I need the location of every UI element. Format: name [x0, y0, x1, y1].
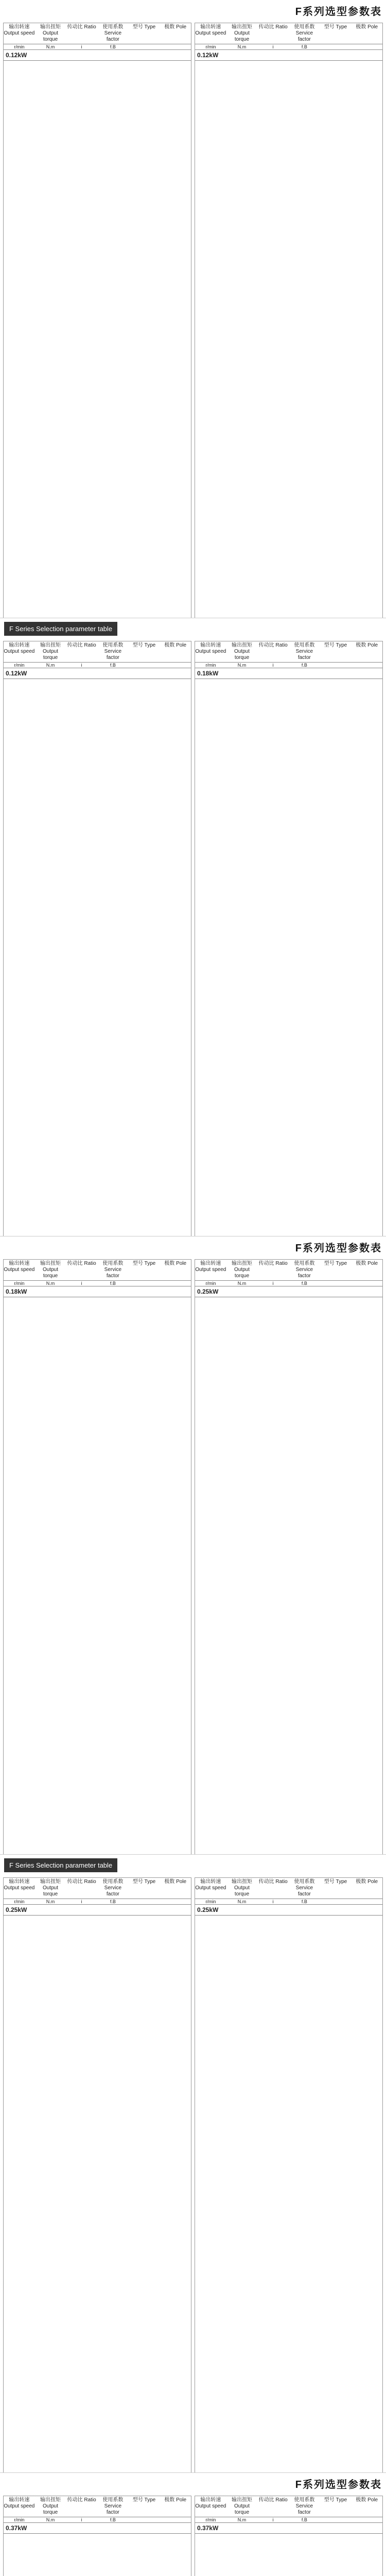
- unit-cell: r/min: [14, 2517, 25, 2522]
- column-header: 输出转速 Output speed: [195, 1879, 226, 1891]
- parameter-table: [3, 1259, 191, 1855]
- unit-cell: [129, 44, 160, 49]
- page-banner: [0, 618, 386, 639]
- page-banner: [0, 0, 386, 21]
- column-header: 传动比 Ratio: [258, 2497, 288, 2503]
- unit-cell: [320, 1281, 352, 1286]
- unit-cell: [160, 44, 191, 49]
- unit-cell: f.B: [110, 663, 116, 668]
- unit-cell: f.B: [301, 1899, 307, 1904]
- unit-cell: f.B: [301, 663, 307, 668]
- unit-row: [195, 1281, 382, 1286]
- table-header: [4, 1878, 191, 1899]
- unit-cell: i: [81, 44, 82, 49]
- column-header: 输出扭矩 Output torque: [232, 642, 252, 660]
- column-header: 输出转速 Output speed: [4, 1879, 35, 1891]
- unit-cell: [320, 44, 352, 49]
- unit-cell: i: [81, 663, 82, 668]
- column-header: 使用系数 Service factor: [102, 24, 124, 42]
- unit-cell: r/min: [14, 1281, 25, 1286]
- unit-cell: r/min: [205, 1281, 216, 1286]
- unit-row: [195, 2517, 382, 2523]
- power-heading: 0.37kW: [4, 2523, 191, 2534]
- unit-cell: r/min: [205, 663, 216, 668]
- parameter-table: [3, 23, 191, 618]
- unit-cell: N.m: [46, 1281, 55, 1286]
- column-header: 输出转速 Output speed: [4, 1261, 35, 1273]
- column-header: 输出转速 Output speed: [195, 24, 226, 36]
- column-header: 输出扭矩 Output torque: [40, 24, 61, 42]
- unit-row: [195, 1899, 382, 1905]
- column-header: 极数 Pole: [356, 1879, 378, 1885]
- column-header: 输出转速 Output speed: [195, 642, 226, 654]
- column-header: 输出转速 Output speed: [195, 1261, 226, 1273]
- unit-cell: i: [81, 1899, 82, 1904]
- column-header: 极数 Pole: [164, 1261, 187, 1266]
- unit-cell: [129, 663, 160, 668]
- unit-cell: [351, 1899, 382, 1904]
- column-header: 传动比 Ratio: [258, 1879, 288, 1885]
- unit-row: [195, 663, 382, 668]
- column-header: 型号 Type: [324, 642, 347, 648]
- column-header: 使用系数 Service factor: [102, 642, 124, 660]
- table-header: [4, 641, 191, 663]
- column-header: 输出扭矩 Output torque: [232, 2497, 252, 2515]
- table-header: [4, 23, 191, 44]
- power-heading: 0.25kW: [195, 1905, 382, 1916]
- unit-cell: [129, 1281, 160, 1286]
- unit-cell: i: [272, 1281, 274, 1286]
- power-heading: 0.37kW: [195, 2523, 382, 2534]
- banner-english-title: F Series Selection parameter table: [4, 1858, 117, 1872]
- unit-cell: N.m: [237, 663, 247, 668]
- column-header: 输出扭矩 Output torque: [40, 1261, 61, 1279]
- column-header: 使用系数 Service factor: [294, 1261, 315, 1279]
- banner-chinese-title: F系列选型参数表: [295, 2479, 382, 2490]
- column-header: 输出扭矩 Output torque: [40, 642, 61, 660]
- column-header: 型号 Type: [324, 1261, 347, 1266]
- column-header: 型号 Type: [324, 24, 347, 30]
- unit-cell: N.m: [237, 2517, 247, 2522]
- unit-cell: r/min: [14, 663, 25, 668]
- column-header: 使用系数 Service factor: [294, 1879, 315, 1897]
- parameter-table: [195, 2496, 383, 2576]
- unit-cell: [351, 663, 382, 668]
- table-header: [4, 2496, 191, 2517]
- column-header: 极数 Pole: [164, 2497, 187, 2503]
- column-header: 传动比 Ratio: [67, 24, 96, 30]
- unit-cell: [351, 2517, 382, 2522]
- unit-cell: i: [272, 663, 274, 668]
- unit-cell: r/min: [14, 1899, 25, 1904]
- unit-cell: [351, 1281, 382, 1286]
- unit-cell: [320, 663, 352, 668]
- column-header: 输出扭矩 Output torque: [232, 1261, 252, 1279]
- column-header: 传动比 Ratio: [258, 642, 288, 648]
- column-header: 使用系数 Service factor: [102, 1879, 124, 1897]
- unit-cell: [160, 2517, 191, 2522]
- unit-row: [4, 2517, 191, 2523]
- unit-cell: i: [272, 1899, 274, 1904]
- column-header: 输出扭矩 Output torque: [40, 1879, 61, 1897]
- unit-cell: i: [272, 2517, 274, 2522]
- page-banner: [0, 2473, 386, 2494]
- column-header: 极数 Pole: [164, 24, 187, 30]
- unit-cell: [129, 1899, 160, 1904]
- unit-cell: N.m: [46, 1899, 55, 1904]
- column-header: 型号 Type: [132, 2497, 156, 2503]
- column-header: 极数 Pole: [356, 642, 378, 648]
- banner-english-title: F Series Selection parameter table: [4, 622, 117, 636]
- column-header: 极数 Pole: [356, 24, 378, 30]
- parameter-table: [3, 2496, 191, 2576]
- unit-cell: r/min: [14, 44, 25, 49]
- column-header: 型号 Type: [132, 642, 156, 648]
- column-header: 使用系数 Service factor: [102, 1261, 124, 1279]
- column-header: 极数 Pole: [164, 642, 187, 648]
- column-header: 输出扭矩 Output torque: [232, 24, 252, 42]
- parameter-table: [195, 1877, 383, 2473]
- column-header: 使用系数 Service factor: [102, 2497, 124, 2515]
- unit-row: [4, 663, 191, 668]
- unit-cell: [129, 2517, 160, 2522]
- column-header: 型号 Type: [324, 2497, 347, 2503]
- column-header: 使用系数 Service factor: [294, 2497, 315, 2515]
- unit-cell: i: [272, 44, 274, 49]
- parameter-table: [195, 23, 383, 618]
- column-header: 型号 Type: [132, 1879, 156, 1885]
- power-heading: 0.25kW: [4, 1905, 191, 1916]
- power-heading: 0.12kW: [4, 50, 191, 61]
- table-header: [195, 2496, 382, 2517]
- table-header: [195, 1260, 382, 1281]
- parameter-table: [195, 1259, 383, 1855]
- unit-row: [195, 44, 382, 50]
- power-heading: 0.18kW: [4, 1286, 191, 1297]
- unit-cell: f.B: [110, 44, 116, 49]
- column-header: 型号 Type: [324, 1879, 347, 1885]
- unit-cell: N.m: [237, 1281, 247, 1286]
- unit-cell: [160, 1281, 191, 1286]
- unit-cell: r/min: [205, 44, 216, 49]
- power-heading: 0.25kW: [195, 1286, 382, 1297]
- parameter-table: [195, 641, 383, 1236]
- parameter-table: [3, 1877, 191, 2473]
- unit-cell: f.B: [110, 1281, 116, 1286]
- unit-cell: N.m: [46, 2517, 55, 2522]
- unit-cell: N.m: [237, 1899, 247, 1904]
- unit-cell: i: [81, 2517, 82, 2522]
- catalog-page: [0, 2473, 386, 2576]
- table-header: [195, 23, 382, 44]
- column-header: 型号 Type: [132, 1261, 156, 1266]
- power-heading: 0.12kW: [195, 50, 382, 61]
- column-header: 使用系数 Service factor: [294, 642, 315, 660]
- unit-cell: i: [81, 1281, 82, 1286]
- unit-row: [4, 44, 191, 50]
- unit-cell: [320, 2517, 352, 2522]
- column-header: 极数 Pole: [356, 1261, 378, 1266]
- page-banner: [0, 1855, 386, 1875]
- column-header: 传动比 Ratio: [258, 1261, 288, 1266]
- unit-cell: N.m: [46, 663, 55, 668]
- power-heading: 0.18kW: [195, 668, 382, 679]
- column-header: 输出转速 Output speed: [4, 24, 35, 36]
- unit-cell: r/min: [205, 2517, 216, 2522]
- table-header: [195, 641, 382, 663]
- column-header: 极数 Pole: [356, 2497, 378, 2503]
- column-header: 传动比 Ratio: [67, 2497, 96, 2503]
- column-header: 输出转速 Output speed: [195, 2497, 226, 2509]
- unit-cell: f.B: [301, 44, 307, 49]
- page-banner: [0, 1236, 386, 1257]
- unit-cell: N.m: [46, 44, 55, 49]
- banner-chinese-title: F系列选型参数表: [295, 1242, 382, 1254]
- catalog-page: [0, 1236, 386, 1855]
- unit-cell: f.B: [301, 2517, 307, 2522]
- column-header: 输出扭矩 Output torque: [232, 1879, 252, 1897]
- column-header: 极数 Pole: [164, 1879, 187, 1885]
- banner-chinese-title: F系列选型参数表: [295, 6, 382, 18]
- unit-cell: [351, 44, 382, 49]
- unit-cell: [160, 1899, 191, 1904]
- column-header: 输出转速 Output speed: [4, 2497, 35, 2509]
- unit-cell: f.B: [110, 1899, 116, 1904]
- column-header: 使用系数 Service factor: [294, 24, 315, 42]
- unit-cell: f.B: [110, 2517, 116, 2522]
- column-header: 传动比 Ratio: [67, 1879, 96, 1885]
- column-header: 输出转速 Output speed: [4, 642, 35, 654]
- unit-cell: [160, 663, 191, 668]
- column-header: 传动比 Ratio: [67, 642, 96, 648]
- catalog-page: [0, 1855, 386, 2473]
- table-header: [4, 1260, 191, 1281]
- unit-cell: f.B: [301, 1281, 307, 1286]
- unit-row: [4, 1899, 191, 1905]
- power-heading: 0.12kW: [4, 668, 191, 679]
- catalog-page: [0, 618, 386, 1236]
- unit-cell: N.m: [237, 44, 247, 49]
- unit-row: [4, 1281, 191, 1286]
- column-header: 传动比 Ratio: [67, 1261, 96, 1266]
- column-header: 输出扭矩 Output torque: [40, 2497, 61, 2515]
- parameter-table: [3, 641, 191, 1236]
- column-header: 型号 Type: [132, 24, 156, 30]
- unit-cell: r/min: [205, 1899, 216, 1904]
- column-header: 传动比 Ratio: [258, 24, 288, 30]
- table-header: [195, 1878, 382, 1899]
- catalog-page: [0, 0, 386, 618]
- unit-cell: [320, 1899, 352, 1904]
